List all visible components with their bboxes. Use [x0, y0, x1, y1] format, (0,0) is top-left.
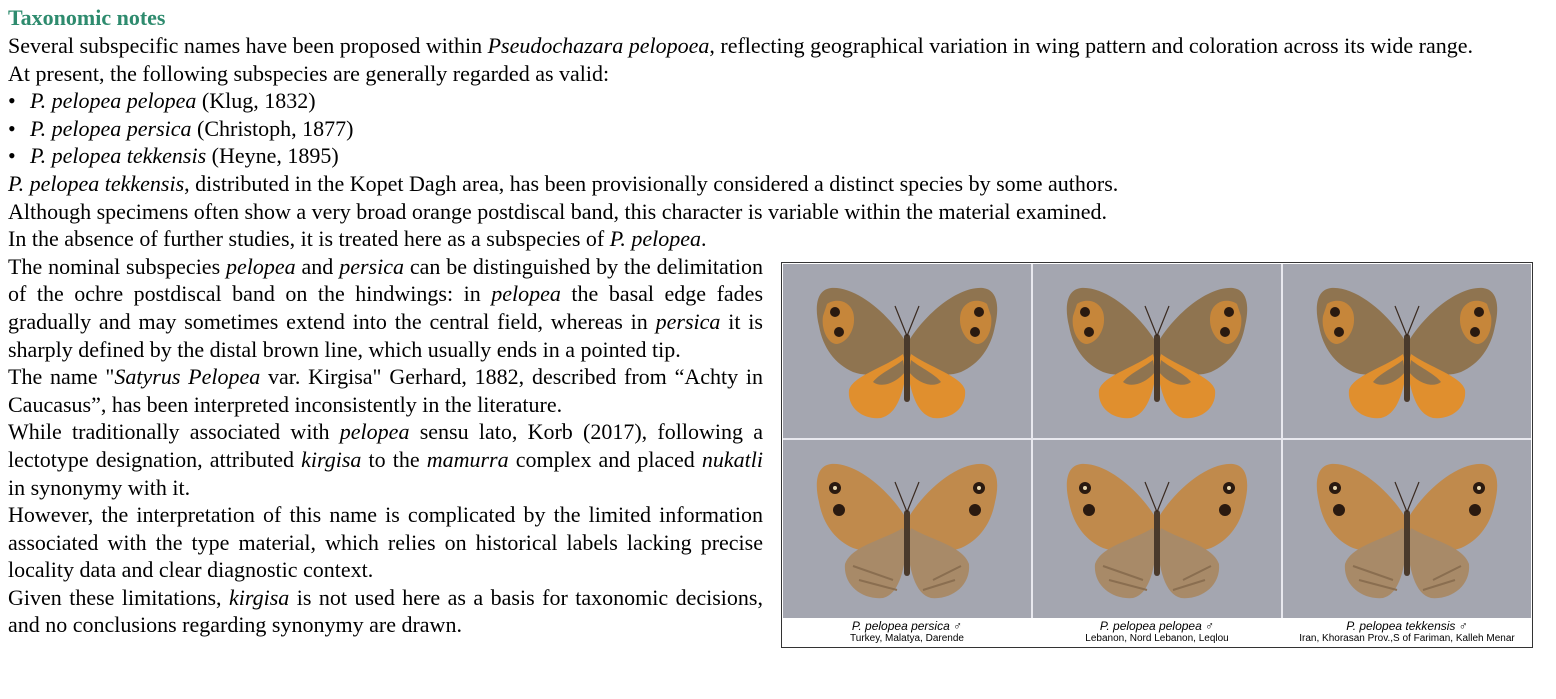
korb-paragraph: While traditionally associated with pelopea sensu lato, Korb (2017), following a lectotype designation, attributed kirgisa to the mamurra complex and placed nukatli in synonymy with it. [8, 419, 763, 500]
tekkensis-paragraph: P. pelopea tekkensis, distributed in the Kopet Dagh area, has been provisionally considered a distinct species by some authors. [8, 170, 1119, 196]
plate-divider [783, 438, 1531, 440]
absence-paragraph: In the absence of further studies, it is treated here as a subspecies of P. pelopea. [8, 226, 707, 252]
figure-captions [782, 620, 1532, 648]
kirgisa-name-paragraph: The name "Satyrus Pelopea var. Kirgisa" Gerhard, 1882, described from “Achty in Caucasus”, has been interpreted inconsistently in the literature. [8, 364, 763, 417]
list-item: • P. pelopea pelopea (Klug, 1832) [8, 87, 1528, 115]
list-item: • P. pelopea persica (Christoph, 1877) [8, 115, 1528, 143]
caption-tekkensis: P. pelopea tekkensis ♂ Iran, Khorasan Prov.,S of Fariman, Kalleh Menar [1299, 619, 1515, 644]
however-paragraph: However, the interpretation of this name is complicated by the limited information associated with the type material, which relies on historical labels lacking precise locality data and clear diagnostic context. [8, 502, 763, 583]
left-column [8, 225, 763, 639]
list-item: • P. pelopea tekkensis (Heyne, 1895) [8, 142, 1528, 170]
given-paragraph: Given these limitations, kirgisa is not used here as a basis for taxonomic decisions, and no conclusions regarding synonymy are drawn. [8, 584, 763, 638]
band-paragraph: Although specimens often show a very broad orange postdiscal band, this character is variable within the material examined. [8, 198, 1108, 224]
plate-divider [1281, 264, 1283, 618]
tekkensis-underside-photo [1283, 440, 1531, 614]
valid-subspecies-intro: At present, the following subspecies are generally regarded as valid: [8, 60, 610, 86]
intro-paragraph: Several subspecific names have been proposed within Pseudochazara pelopoea, reflecting geographical variation in wing pattern and coloration across its wide range. [8, 33, 1473, 58]
section-heading: Taxonomic notes [8, 5, 166, 30]
persica-upperside-photo [783, 264, 1031, 438]
plate-divider [1031, 264, 1033, 618]
butterfly-specimen-figure [781, 262, 1533, 648]
tekkensis-upperside-photo [1283, 264, 1531, 438]
pelopea-underside-photo [1033, 440, 1281, 614]
subspecies-list [8, 87, 1528, 170]
persica-underside-photo [783, 440, 1031, 614]
nominal-paragraph: The nominal subspecies pelopea and persica can be distinguished by the delimitation of the ochre postdiscal band on the hindwings: in pelopea the basal edge fades gradually and may sometimes extend into the central field, whereas in persica it is sharply defined by the distal brown line, which usually ends in a pointed tip. [8, 253, 764, 362]
pelopea-upperside-photo [1033, 264, 1281, 438]
specimen-plate [783, 264, 1531, 618]
caption-persica: P. pelopea persica ♂ Turkey, Malatya, Darende [850, 619, 964, 644]
caption-pelopea: P. pelopea pelopea ♂ Lebanon, Nord Lebanon, Leqlou [1085, 619, 1229, 644]
